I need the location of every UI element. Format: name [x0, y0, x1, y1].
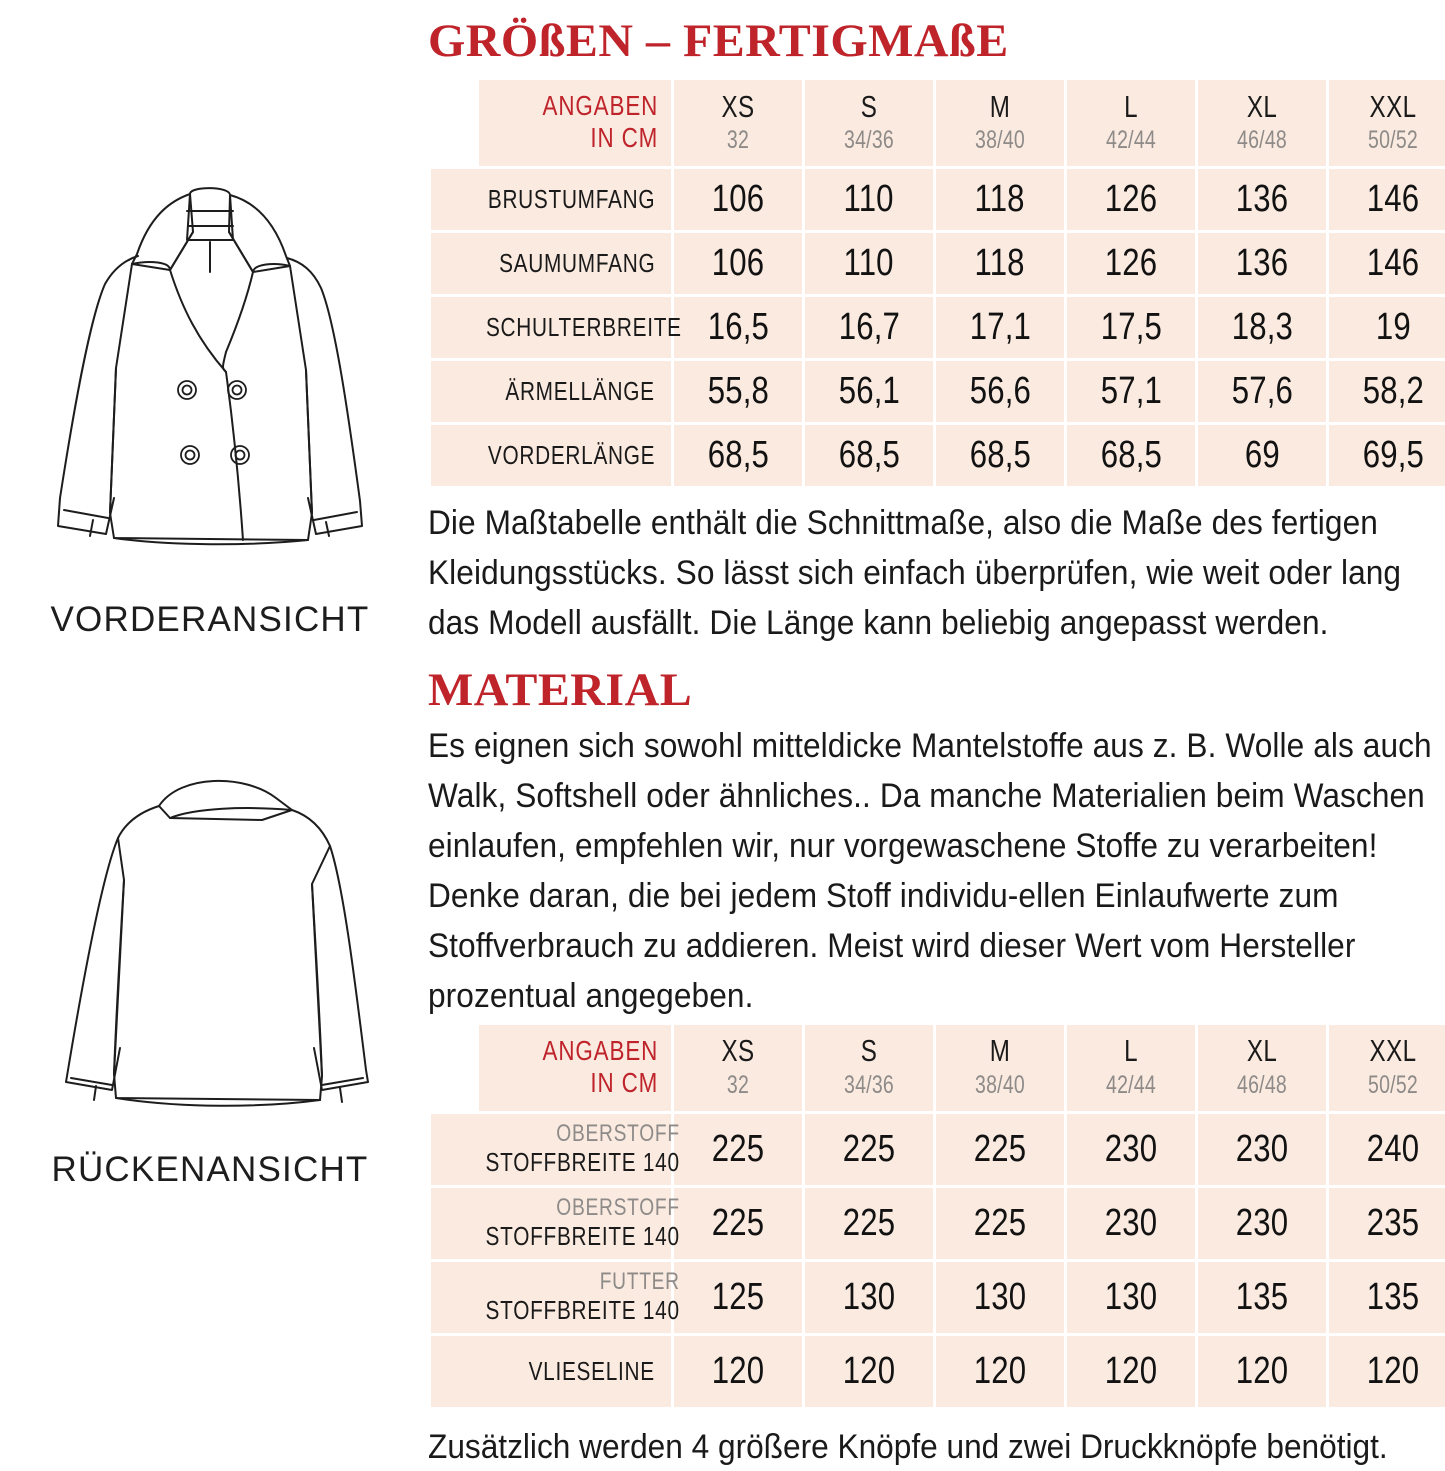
size-range: 32	[726, 1070, 750, 1099]
button-group	[178, 381, 249, 464]
size-range: 34/36	[844, 1070, 894, 1099]
cell-text: 16,5	[707, 306, 769, 348]
header-size-xl	[1198, 1025, 1326, 1111]
row-label	[431, 1262, 680, 1333]
size-name: S	[860, 1033, 878, 1069]
row-label-text: BRUSTUMFANG	[487, 183, 655, 214]
row-label	[431, 1188, 680, 1259]
table-row	[431, 169, 1445, 230]
row-label-text: ÄRMELLÄNGE	[505, 375, 655, 406]
row-label	[431, 425, 671, 486]
cell-text: 57,6	[1231, 370, 1293, 412]
table-cell	[805, 361, 933, 422]
row-label	[431, 297, 682, 358]
table-row	[431, 297, 1445, 358]
table-cell	[1329, 233, 1445, 294]
cell-text: 56,1	[838, 370, 900, 412]
table-cell	[1067, 1188, 1195, 1259]
row-label	[431, 361, 671, 422]
cell-text: 126	[1104, 178, 1158, 220]
cell-text: 68,5	[969, 434, 1031, 476]
row-label-text: SCHULTERBREITE	[485, 311, 682, 342]
table-cell	[674, 361, 802, 422]
table-cell	[936, 1336, 1064, 1407]
header-size-l	[1067, 1025, 1195, 1111]
table-cell	[1067, 361, 1195, 422]
header-label-line2: IN CM	[590, 1066, 659, 1098]
table-cell	[936, 425, 1064, 486]
cell-text: 225	[973, 1127, 1027, 1170]
cell-text: 135	[1235, 1275, 1289, 1318]
table-cell	[936, 1188, 1064, 1259]
header-label-line2: IN CM	[590, 122, 659, 153]
table-cell	[1329, 425, 1445, 486]
table-cell	[1067, 233, 1195, 294]
header-size-m	[936, 1025, 1064, 1111]
table-cell	[805, 1188, 933, 1259]
table-cell	[1067, 1114, 1195, 1185]
illustration-column	[0, 0, 420, 1445]
measurements-note: Die Maßtabelle enthält die Schnittmaße, also die Maße des fertigen Kleidungsstücks. So lässt sich einfach überprüfen, wie weit oder lang das Modell ausfällt. Die Länge kann beliebig angepasst werden.	[428, 504, 1402, 642]
header-label-cell	[479, 1025, 671, 1111]
table-row	[431, 1114, 1445, 1185]
table-cell	[805, 169, 933, 230]
cell-text: 235	[1366, 1201, 1420, 1244]
cell-text: 68,5	[707, 434, 769, 476]
sizes-section-title: GRÖßEN – FERTIGMAßE	[428, 15, 1009, 67]
header-size-xxl	[1329, 80, 1445, 166]
table-cell	[1198, 1188, 1326, 1259]
table-cell	[1067, 425, 1195, 486]
cell-text: 18,3	[1231, 306, 1293, 348]
table-cell	[805, 297, 933, 358]
size-range: 50/52	[1368, 125, 1418, 154]
header-label-cell	[479, 80, 671, 166]
fabric-consumption-table	[428, 1022, 1445, 1410]
table-row	[431, 1336, 1445, 1407]
size-name: L	[1124, 88, 1138, 124]
table-cell	[936, 297, 1064, 358]
table-cell	[936, 1262, 1064, 1333]
cell-text: 225	[973, 1201, 1027, 1244]
cell-text: 19	[1375, 306, 1411, 348]
table-cell	[936, 233, 1064, 294]
row-label-main: STOFFBREITE 140	[485, 1295, 680, 1326]
size-range: 38/40	[975, 125, 1025, 154]
table-cell	[1067, 1336, 1195, 1407]
cell-text: 68,5	[1100, 434, 1162, 476]
row-label-main: STOFFBREITE 140	[485, 1147, 680, 1178]
cell-text: 118	[974, 178, 1026, 220]
size-name: S	[860, 88, 878, 124]
table-cell	[1329, 1188, 1445, 1259]
cell-text: 58,2	[1362, 370, 1424, 412]
table-header-row	[431, 1025, 1445, 1111]
table-cell	[674, 1336, 802, 1407]
table-row	[431, 361, 1445, 422]
table-cell	[1198, 1114, 1326, 1185]
header-size-l	[1067, 80, 1195, 166]
table-cell	[936, 361, 1064, 422]
size-name: XS	[721, 1033, 755, 1069]
size-range: 34/36	[844, 125, 894, 154]
cell-text: 230	[1104, 1127, 1158, 1170]
table-cell	[1198, 169, 1326, 230]
header-size-s	[805, 1025, 933, 1111]
row-label-sub: FUTTER	[599, 1268, 680, 1296]
jacket-front-icon	[30, 168, 390, 598]
back-view-block	[30, 748, 390, 1190]
cell-text: 17,1	[969, 306, 1031, 348]
size-range: 50/52	[1368, 1070, 1418, 1099]
size-range: 46/48	[1237, 1070, 1287, 1099]
table-cell	[805, 233, 933, 294]
table-cell	[1329, 1336, 1445, 1407]
cell-text: 55,8	[707, 370, 769, 412]
table-cell	[1198, 1262, 1326, 1333]
cell-text: 110	[843, 178, 895, 220]
cell-text: 69,5	[1362, 434, 1424, 476]
cell-text: 106	[711, 178, 765, 220]
table-cell	[1198, 1336, 1326, 1407]
row-label-sub: OBERSTOFF	[556, 1194, 680, 1222]
size-name: M	[989, 1033, 1011, 1069]
cell-text: 130	[1104, 1275, 1158, 1318]
cell-text: 118	[974, 242, 1026, 284]
table-cell	[674, 1188, 802, 1259]
table-cell	[1198, 425, 1326, 486]
table-cell	[805, 1336, 933, 1407]
cell-text: 120	[1235, 1349, 1289, 1392]
material-section-title: MATERIAL	[428, 663, 693, 716]
row-label-sub: OBERSTOFF	[556, 1120, 680, 1148]
table-row	[431, 1188, 1445, 1259]
cell-text: 17,5	[1100, 306, 1162, 348]
table-cell	[1198, 361, 1326, 422]
material-note: Es eignen sich sowohl mitteldicke Mantelstoffe aus z. B. Wolle als auch Walk, Softshell oder ähnliches.. Da manche Materialien beim Waschen einlaufen, empfehlen wir, nur vorgewaschene Stoffe zu verarbeiten! Denke daran, die bei jedem Stoff individu-ellen Einlaufwerte zum Stoffverbrauch zu addieren. Meist wird dieser Wert vom Hersteller prozentual angegeben.	[428, 726, 1432, 1015]
cell-text: 125	[711, 1275, 765, 1318]
cell-text: 120	[1104, 1349, 1158, 1392]
cell-text: 135	[1366, 1275, 1420, 1318]
table-cell	[674, 169, 802, 230]
header-size-xl	[1198, 80, 1326, 166]
table-cell	[1329, 1114, 1445, 1185]
jacket-back-icon	[30, 748, 390, 1148]
table-cell	[1329, 169, 1445, 230]
size-name: XXL	[1369, 88, 1417, 124]
table-cell	[1198, 233, 1326, 294]
cell-text: 68,5	[838, 434, 900, 476]
cell-text: 230	[1235, 1127, 1289, 1170]
cell-text: 230	[1104, 1201, 1158, 1244]
table-cell	[674, 425, 802, 486]
header-size-xs	[674, 80, 802, 166]
cell-text: 106	[711, 242, 765, 284]
table-cell	[1067, 1262, 1195, 1333]
content-column	[420, 0, 1445, 1466]
size-name: XL	[1246, 1033, 1278, 1069]
table-cell	[1329, 1262, 1445, 1333]
cell-text: 146	[1366, 178, 1420, 220]
table-cell	[805, 1114, 933, 1185]
size-range: 32	[726, 125, 750, 154]
table-cell	[1329, 361, 1445, 422]
table-cell	[1329, 297, 1445, 358]
header-size-m	[936, 80, 1064, 166]
header-size-xxl	[1329, 1025, 1445, 1111]
row-label-main: STOFFBREITE 140	[485, 1221, 680, 1252]
table-cell	[805, 425, 933, 486]
back-view-caption: RÜCKENANSICHT	[51, 1150, 369, 1189]
cell-text: 146	[1366, 242, 1420, 284]
row-label	[431, 1336, 671, 1407]
cell-text: 56,6	[969, 370, 1031, 412]
size-range: 46/48	[1237, 125, 1287, 154]
header-size-xs	[674, 1025, 802, 1111]
cell-text: 136	[1235, 242, 1289, 284]
table-cell	[1067, 169, 1195, 230]
table-cell	[674, 233, 802, 294]
finished-measurements-table	[428, 77, 1445, 489]
cell-text: 230	[1235, 1201, 1289, 1244]
table-row	[431, 425, 1445, 486]
table-cell	[1198, 297, 1326, 358]
table-cell	[805, 1262, 933, 1333]
row-label-text: VORDERLÄNGE	[487, 439, 655, 470]
cell-text: 120	[711, 1349, 765, 1392]
size-name: L	[1124, 1033, 1138, 1069]
cell-text: 225	[711, 1127, 765, 1170]
cell-text: 136	[1235, 178, 1289, 220]
size-name: XS	[721, 88, 755, 124]
cell-text: 120	[973, 1349, 1027, 1392]
size-range: 42/44	[1106, 125, 1156, 154]
table-cell	[674, 1262, 802, 1333]
table-cell	[1067, 297, 1195, 358]
cell-text: 225	[842, 1127, 896, 1170]
cell-text: 130	[842, 1275, 896, 1318]
table-header-row	[431, 80, 1445, 166]
cell-text: 225	[842, 1201, 896, 1244]
table-row	[431, 1262, 1445, 1333]
header-label-line1: ANGABEN	[542, 90, 659, 122]
table-cell	[936, 169, 1064, 230]
row-label	[431, 1114, 680, 1185]
table-cell	[674, 297, 802, 358]
cell-text: 110	[843, 242, 895, 284]
size-range: 42/44	[1106, 1070, 1156, 1099]
cell-text: 16,7	[838, 306, 900, 348]
size-name: XXL	[1369, 1033, 1417, 1069]
material-footnote: Zusätzlich werden 4 größere Knöpfe und zwei Druckknöpfe benötigt.	[428, 1427, 1388, 1466]
cell-text: 57,1	[1100, 370, 1162, 412]
row-label-text: VLIESELINE	[528, 1355, 655, 1386]
table-cell	[936, 1114, 1064, 1185]
cell-text: 130	[973, 1275, 1027, 1318]
table-row	[431, 233, 1445, 294]
size-name: XL	[1246, 88, 1278, 124]
table-cell	[674, 1114, 802, 1185]
header-size-s	[805, 80, 933, 166]
front-view-caption: VORDERANSICHT	[50, 600, 370, 639]
row-label-text: SAUMUMFANG	[498, 247, 655, 278]
size-name: M	[989, 88, 1011, 124]
cell-text: 126	[1104, 242, 1158, 284]
cell-text: 120	[1366, 1349, 1420, 1392]
cell-text: 240	[1366, 1127, 1420, 1170]
front-view-block	[30, 168, 390, 640]
cell-text: 225	[711, 1201, 765, 1244]
cell-text: 69	[1244, 434, 1280, 476]
cell-text: 120	[842, 1349, 896, 1392]
header-label-line1: ANGABEN	[542, 1034, 659, 1066]
size-range: 38/40	[975, 1070, 1025, 1099]
row-label	[431, 169, 671, 230]
row-label	[431, 233, 671, 294]
